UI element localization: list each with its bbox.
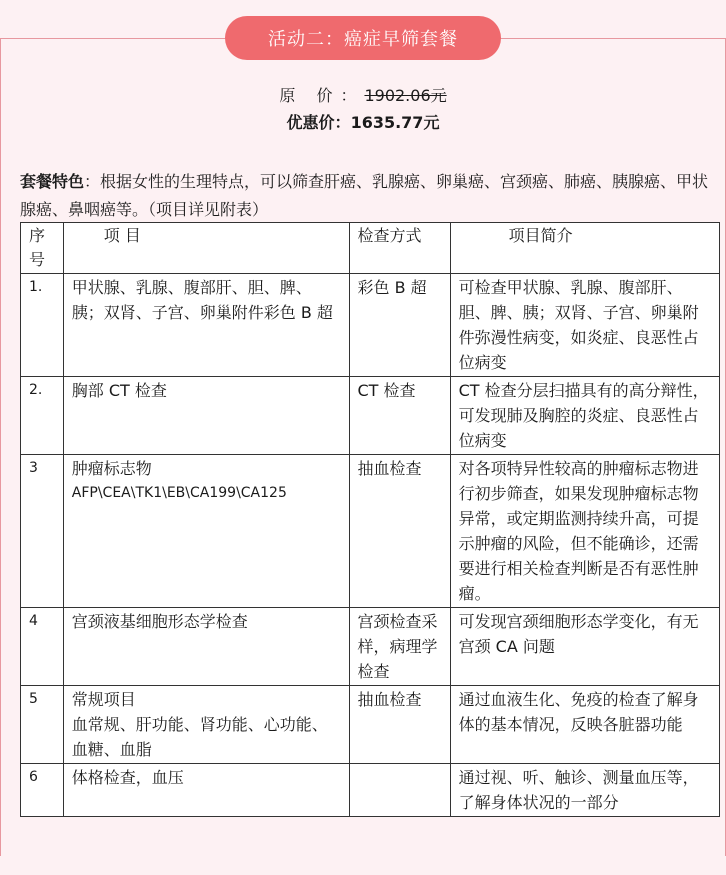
row-item-name: 肿瘤标志物 <box>71 459 152 478</box>
header-desc: 项目简介 <box>450 223 719 274</box>
row-desc: CT 检查分层扫描具有的高分辩性，可发现肺及胸腔的炎症、良恶性占位病变 <box>450 377 719 455</box>
table-row <box>21 686 720 764</box>
row-method: 彩色 B 超 <box>349 274 450 377</box>
table-row <box>21 764 720 817</box>
table-row <box>21 455 720 608</box>
original-price-row <box>0 82 726 109</box>
row-item-name: 宫颈液基细胞形态学检查 <box>71 612 248 631</box>
promo-price-label: 优惠价： <box>286 113 351 132</box>
row-no: 3 <box>21 455 64 608</box>
row-method: CT 检查 <box>349 377 450 455</box>
row-no: 2. <box>21 377 64 455</box>
row-item <box>63 764 349 817</box>
promo-price-row <box>0 109 726 136</box>
package-feature <box>20 168 712 224</box>
row-item <box>63 686 349 764</box>
row-item-markers: AFP\CEA\TK1\EB\CA199\CA125 <box>71 485 287 501</box>
row-no: 5 <box>21 686 64 764</box>
bottom-page-fill <box>0 856 726 875</box>
package-feature-text: ：根据女性的生理特点，可以筛查肝癌、乳腺癌、卵巢癌、宫颈癌、肺癌、胰腺癌、甲状腺癌、鼻咽癌等。（项目详见附表） <box>20 172 709 219</box>
activity-title-badge <box>225 16 501 60</box>
row-item-name: 甲状腺、乳腺、腹部肝、胆、脾、胰；双肾、子宫、卵巢附件彩色 B 超 <box>71 278 333 322</box>
row-item-name: 常规项目 <box>71 690 136 709</box>
row-desc: 通过血液生化、免疫的检查了解身体的基本情况，反映各脏器功能 <box>450 686 719 764</box>
original-price-value: 1902.06元 <box>364 86 447 105</box>
row-desc: 可检查甲状腺、乳腺、腹部肝、胆、脾、胰；双肾、子宫、卵巢附件弥漫性病变，如炎症、良恶性占位病变 <box>450 274 719 377</box>
promo-price-value: 1635.77元 <box>350 113 440 132</box>
frame-left-border <box>0 38 1 875</box>
activity-title: 活动二：癌症早筛套餐 <box>268 29 458 50</box>
row-method: 宫颈检查采样，病理学检查 <box>349 608 450 686</box>
table-row <box>21 377 720 455</box>
header-item: 项 目 <box>63 223 349 274</box>
items-table <box>20 222 720 817</box>
row-item <box>63 377 349 455</box>
row-desc: 可发现宫颈细胞形态学变化，有无宫颈 CA 问题 <box>450 608 719 686</box>
header-method: 检查方式 <box>349 223 450 274</box>
row-method <box>349 764 450 817</box>
row-item-name: 体格检查，血压 <box>71 768 184 787</box>
table-header-row <box>21 223 720 274</box>
package-feature-label: 套餐特色 <box>20 172 85 191</box>
header-no: 序号 <box>21 223 64 274</box>
row-item-name: 胸部 CT 检查 <box>71 381 167 400</box>
row-method: 抽血检查 <box>349 455 450 608</box>
row-method: 抽血检查 <box>349 686 450 764</box>
row-desc: 通过视、听、触诊、测量血压等，了解身体状况的一部分 <box>450 764 719 817</box>
row-item <box>63 455 349 608</box>
table-row <box>21 608 720 686</box>
row-no: 6 <box>21 764 64 817</box>
row-item <box>63 608 349 686</box>
price-block <box>0 82 726 136</box>
original-price-label: 原 价： <box>279 86 365 105</box>
row-no: 1. <box>21 274 64 377</box>
row-no: 4 <box>21 608 64 686</box>
row-item-sub: 血常规、肝功能、肾功能、心功能、血糖、血脂 <box>71 715 328 759</box>
table-row <box>21 274 720 377</box>
row-desc: 对各项特异性较高的肿瘤标志物进行初步筛查，如果发现肿瘤标志物异常，或定期监测持续升高，可提示肿瘤的风险，但不能确诊，还需要进行相关检查判断是否有恶性肿瘤。 <box>450 455 719 608</box>
row-item <box>63 274 349 377</box>
